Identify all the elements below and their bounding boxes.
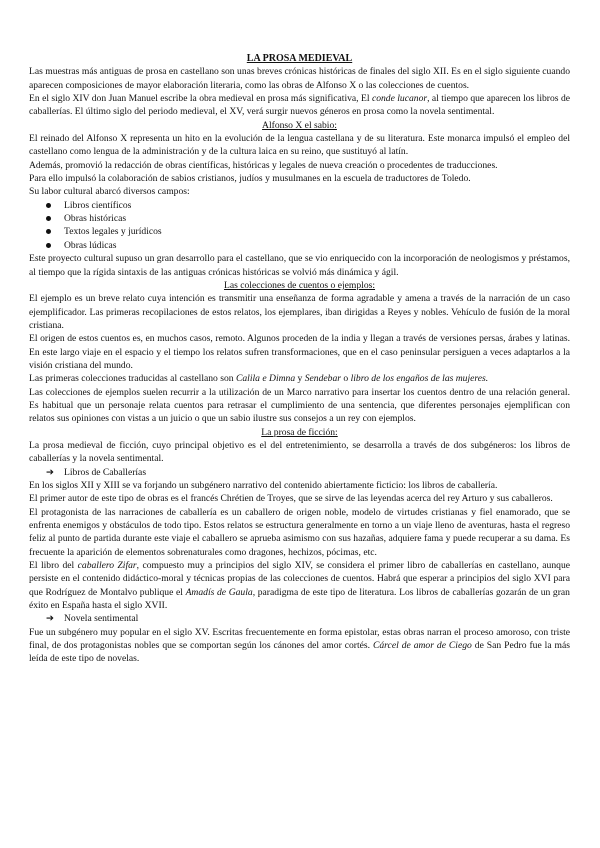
text-run: En el siglo XIV don Juan Manuel escribe la obra medieval en prosa más significativa, El <box>29 93 372 105</box>
text-run: , paradigma de este tipo de literatura. Los libros de caballerías gozarán de un gran éxito en España hasta el siglo XVII. <box>29 586 570 612</box>
work-title-zifar: caballero Zifar <box>77 560 137 572</box>
list-item <box>46 199 570 212</box>
ficcion-paragraph-5 <box>29 559 570 612</box>
list-item-label: Libros científicos <box>64 199 132 211</box>
alfonso-paragraph-4: Su labor cultural abarcó diversos campos: <box>29 186 190 198</box>
intro-paragraph-1: Las muestras más antiguas de prosa en castellano son unas breves crónicas históricas de finales del siglo XII. Es en el siglo siguiente cuando aparecen composiciones de mayor elaboración literaria, como las obras de Alfonso X o las colecciones de cuentos. <box>29 66 570 91</box>
document-title: LA PROSA MEDIEVAL <box>246 53 353 64</box>
section-heading-ficcion: La prosa de ficción: <box>261 426 338 438</box>
work-title-calila: Calila e Dimna <box>235 373 296 385</box>
text-run: y <box>295 373 305 385</box>
list-item-label: Obras lúdicas <box>64 239 117 251</box>
subsection-label: Libros de Caballerías <box>64 466 147 478</box>
bullet-icon <box>46 216 51 221</box>
section-heading-cuentos: Las colecciones de cuentos o ejemplos: <box>223 279 376 291</box>
text-run: Fue un subgénero muy popular en el siglo XV. Escritas frecuentemente en forma epistolar, estas obras narran el proceso amoroso, con triste final, de dos protagonistas nobles que se comportan según los cánones del amor cortés. <box>29 626 570 652</box>
text-run: , compuesto muy a principios del siglo XIV, se considera el primer libro de caballerías en castellano, aunque persiste en el contenido didáctico-moral y técnicas propias de las colecciones de cuentos. Habrá que esperar a principios del siglo XVI para que Rodríguez de Montalvo publique el <box>29 560 570 598</box>
list-item-label: Textos legales y jurídicos <box>64 226 162 238</box>
text-run: , al tiempo que aparecen los libros de caballerías. El último siglo del periodo medieval, el XV, verá surgir nuevos géneros en prosa como la novela sentimental. <box>29 93 570 118</box>
intro-paragraph-2 <box>29 92 570 119</box>
ficcion-paragraph-4: El protagonista de las narraciones de caballería es un caballero de origen noble, modelo de virtudes cristianas y fiel enamorado, que se enfrenta enemigos y obstáculos de todo tipo. Estos relatos se estructura generalmente en torno a un viaje lleno de aventuras, hasta el regreso feliz al punto de partida durante este viaje el caballero se aprueba asimismo con sus hazañas, adquiere fama y puede recuperar a su dama. Es frecuente la aparición de elementos sobrenaturales como dragones, hechizos, pócimas, etc. <box>29 506 570 558</box>
alfonso-paragraph-1: El reinado del Alfonso X representa un hito en la evolución de la lengua castellana y de su literatura. Este monarca impulsó el empleo del castellano como lengua de la administración y de la cultura laica en su reino, que sustituyó al latín. <box>29 133 570 158</box>
subsection-novela-sentimental <box>29 612 570 625</box>
ficcion-paragraph-3: El primer autor de este tipo de obras es el francés Chrétien de Troyes, que se sirve de las leyendas acerca del rey Arturo y sus caballeros. <box>29 493 553 505</box>
work-title-amadis: Amadís de Gaula <box>185 586 253 598</box>
alfonso-paragraph-5: Este proyecto cultural supuso un gran desarrollo para el castellano, que se vio enriquecido con la incorporación de neologismos y préstamos, al tiempo que la rígida sintaxis de las antiguas crónicas históricas se volvió más dinámica y ágil. <box>29 253 570 278</box>
bullet-icon <box>46 229 51 234</box>
list-item-label: Obras históricas <box>64 213 127 225</box>
text-run: Las primeras colecciones traducidas al castellano son <box>29 373 236 385</box>
arrow-right-icon: ➔ <box>46 613 55 625</box>
cuentos-paragraph-3 <box>29 372 570 385</box>
subsection-caballerias <box>29 466 570 479</box>
ficcion-paragraph-1: La prosa medieval de ficción, cuyo principal objetivo es el del entretenimiento, se desarrolla a través de dos subgéneros: los libros de caballerías y la novela sentimental. <box>29 439 570 465</box>
work-title-libro-enganos: libro de los engaños de las mujeres. <box>350 373 489 385</box>
fields-list <box>29 199 570 252</box>
text-run: El libro del <box>29 560 78 572</box>
ficcion-paragraph-6 <box>29 626 570 666</box>
subsection-label: Novela sentimental <box>64 613 139 625</box>
work-title-carcel-de-amor: Cárcel de amor de Ciego <box>372 640 472 652</box>
list-item <box>46 212 570 225</box>
alfonso-paragraph-3: Para ello impulsó la colaboración de sabios cristianos, judíos y musulmanes en la escuela de traductores de Toledo. <box>29 173 471 185</box>
section-heading-alfonso: Alfonso X el sabio: <box>262 119 337 131</box>
work-title-sendebar: Sendebar <box>304 373 341 385</box>
list-item <box>46 225 570 238</box>
bullet-icon <box>46 203 51 208</box>
alfonso-paragraph-2: Además, promovió la redacción de obras científicas, históricas y legales de nueva creación o procedentes de traducciones. <box>29 159 498 171</box>
text-run: o <box>340 373 351 385</box>
cuentos-paragraph-2: El origen de estos cuentos es, en muchos casos, remoto. Algunos proceden de la india y llegan a través de versiones persas, árabes y latinas. En este largo viaje en el espacio y el tiempo los relatos sufren transformaciones, que en el caso peninsular persiguen a veces adaptarlos a la visión cristiana del mundo. <box>29 333 570 371</box>
work-title-conde-lucanor: conde lucanor <box>371 93 428 105</box>
cuentos-paragraph-1: El ejemplo es un breve relato cuya intención es transmitir una enseñanza de forma agradable y amena a través de la narración de un caso ejemplificador. Las primeras recopilaciones de estos relatos, los ejemplares, iban dirigidas a Reyes y nobles. Vehículo de fusión de la moral cristiana. <box>29 293 570 331</box>
ficcion-paragraph-2: En los siglos XII y XIII se va forjando un subgénero narrativo del contenido abiertamente ficticio: los libros de caballería. <box>29 480 498 491</box>
bullet-icon <box>46 243 51 248</box>
cuentos-paragraph-4: Las colecciones de ejemplos suelen recurrir a la utilización de un Marco narrativo para insertar los cuentos dentro de una relación general. Es habitual que un personaje relata cuentos para retrasar el cumplimiento de una sentencia, que diferentes personajes ejemplifican con relatos sus opiniones con vistas a un juicio o que un sabio ilustre sus consejos a un rey con ejemplos. <box>29 386 570 425</box>
list-item <box>46 239 570 252</box>
text-run: de San Pedro fue la más leída de este tipo de novelas. <box>29 640 570 665</box>
arrow-right-icon: ➔ <box>46 466 55 478</box>
